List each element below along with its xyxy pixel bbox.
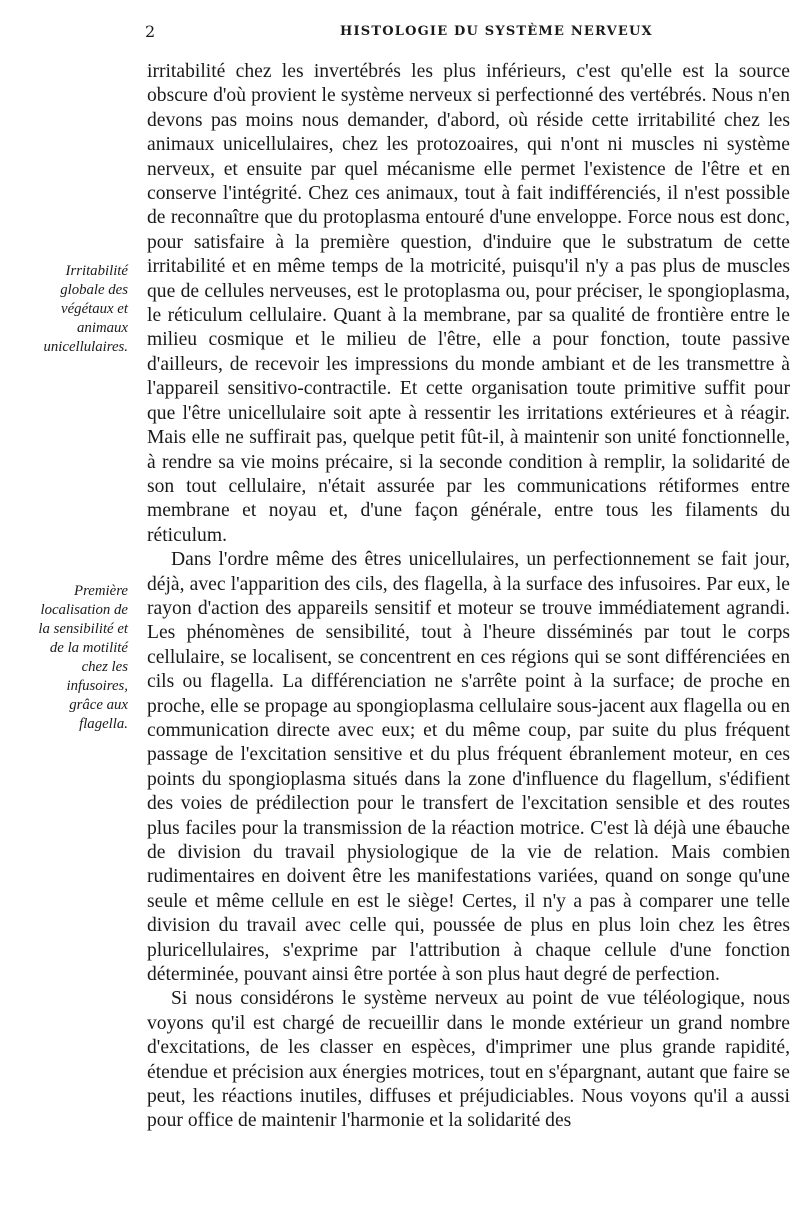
marginal-note-localisation: Première localisation de la sensibilité et de la motilité chez les infusoires, grâce aux flagella. [38,583,128,732]
page-number: 2 [145,22,156,41]
running-title: HISTOLOGIE DU SYSTÈME NERVEUX [340,24,653,39]
marginal-note-irritability: Irritabilité globale des végétaux et animaux unicellulaires. [43,263,128,355]
paragraph: Dans l'ordre même des êtres unicellulaires, un perfectionnement se fait jour, déjà, avec l'apparition des cils, des flagella, à la surface des infusoires. Par eux, le rayon d'action des appareils sensitif et moteur se trouve immédiatement agrandi. Les phénomènes de sensibilité, tout à l'heure disséminés par tout le corps cellulaire, se localisent, se concentrent en ces régions qui se sont différenciées en cils ou flagella. La différenciation ne s'arrête point à la surface; de proche en proche, elle se propage au spongioplasma cellulaire sous-jacent aux flagella ou en communication directe avec eux; et du même coup, par suite du plus fréquent passage de l'excitation sensitive et du plus fréquent ébranlement moteur, en ces points du spongioplasma situés dans la zone d'influence du flagellum, s'édifient des voies de prédilection pour le transfert de l'excitation sensible et des routes plus faciles pour la transmission de la réaction motrice. C'est là déjà une ébauche de division du travail physiologique de la vie de relation. Mais combien rudimentaires en doivent être les manifestations variées, quand on songe qu'une seule et même cellule en est le siège! Certes, il n'y a pas à comparer une telle division du travail avec celle qui, poussée de plus en plus loin chez les êtres pluricellulaires, s'exprime par l'attribution à chaque cellule d'une fonction déterminée, pouvant ainsi être portée à son plus haut degré de perfection. [147,549,790,986]
paragraph: Si nous considérons le système nerveux au point de vue téléologique, nous voyons qu'il est chargé de recueillir dans le monde extérieur un grand nombre d'excitations, de les classer en espèces, d'imprimer une plus grande rapidité, étendue et précision aux énergies motrices, tout en s'épargnant, autant que faire se peut, les réactions inutiles, diffuses et préjudiciables. Nous voyons qu'il a aussi pour office de maintenir l'harmonie et la solidarité des [147,988,790,1132]
body-text [147,60,790,1134]
paragraph: irritabilité chez les invertébrés les plus inférieurs, c'est qu'elle est la source obscure d'où provient le système nerveux si perfectionné des vertébrés. Nous n'en devons pas moins nous demander, d'abord, où réside cette irritabilité chez les animaux unicellulaires, chez les protozoaires, qui n'ont ni muscles ni système nerveux, et ensuite par quel mécanisme elle permet l'existence de l'être et en conserve l'intégrité. Chez ces animaux, tout à fait indifférenciés, il n'est possible de reconnaître que du protoplasma entouré d'une enveloppe. Force nous est donc, pour satisfaire à la première question, d'induire que le substratum de cette irritabilité et en même temps de la motricité, puisqu'il n'y a pas plus de muscles que de cellules nerveuses, est le protoplasma ou, pour préciser, le spongioplasma, le réticulum cellulaire. Quant à la membrane, par sa qualité de frontière entre le milieu cosmique et le milieu de l'être, elle a pour fonction, toute passive d'ailleurs, de recevoir les impressions du monde ambiant et de les transmettre à l'appareil sensitivo-contractile. Et cette organisation toute primitive suffit pour que l'être unicellulaire soit apte à ressentir les irritations extérieures et à réagir. Mais elle ne suffirait pas, quelque petit fût-il, à maintenir son unité fonctionnelle, à rendre sa vie moins précaire, si la seconde condition à remplir, la solidarité de son tout cellulaire, n'était assurée par les communications rétiformes entre membrane et noyau et, d'une façon générale, entre tous les filaments du réticulum. [147,61,790,546]
